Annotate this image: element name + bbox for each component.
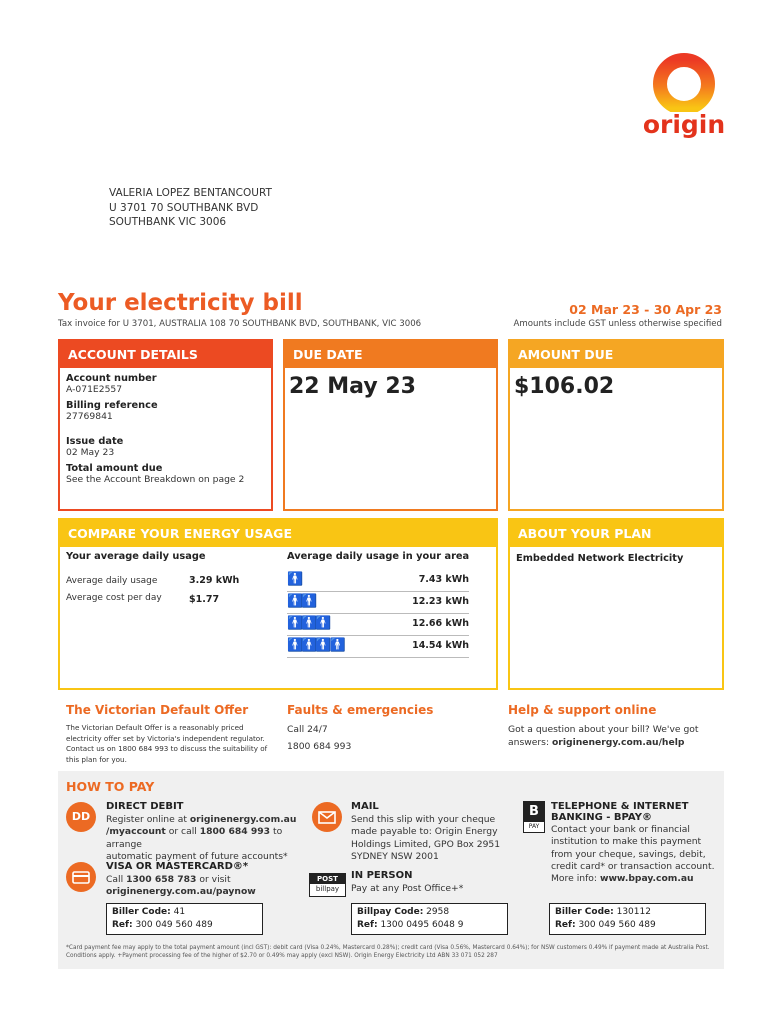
issue-date: 02 May 23 — [66, 447, 115, 458]
bpay-badge-bottom: PAY — [528, 823, 540, 830]
card-text — [106, 874, 316, 899]
direct-debit-section — [106, 801, 316, 863]
amount-due-box — [508, 339, 724, 511]
dd-text-2: or call — [165, 826, 200, 838]
bpay-badge-top: B — [524, 802, 544, 822]
how-to-pay-title: HOW TO PAY — [66, 779, 155, 794]
dd-link-1[interactable]: originenergy.com.au — [189, 814, 297, 825]
household-row-2 — [287, 592, 469, 614]
your-usage-title: Your average daily usage — [66, 551, 206, 562]
3-people-icon: 🚹🚹🚹 — [287, 616, 330, 631]
account-number-label: Account number — [66, 373, 157, 384]
faults-line-1: Call 24/7 — [287, 724, 328, 735]
billing-period: 02 Mar 23 - 30 Apr 23 — [569, 302, 722, 317]
bpay-section — [551, 801, 721, 885]
daily-cost-label: Average cost per day — [66, 593, 162, 603]
tax-invoice-line: Tax invoice for U 3701, AUSTRALIA 108 70 SOUTHBANK BVD, SOUTHBANK, VIC 3006 — [58, 319, 422, 329]
help-line-2 — [508, 736, 723, 749]
direct-debit-text — [106, 814, 316, 863]
plan-box — [508, 518, 724, 690]
amount-due-value: $106.02 — [514, 374, 615, 399]
help-title: Help & support online — [508, 703, 657, 717]
mail-line-2: made payable to: Origin Energy — [351, 826, 498, 838]
direct-debit-title: DIRECT DEBIT — [106, 801, 184, 812]
bpay-line-1: Contact your bank or financial — [551, 824, 690, 835]
household-2-usage: 12.23 kWh — [412, 596, 469, 607]
billpay-code-label: Billpay Code: — [357, 907, 424, 917]
plan-header: ABOUT YOUR PLAN — [510, 520, 722, 547]
total-amount-label: Total amount due — [66, 463, 163, 474]
bpay-title-2: BANKING - BPAY® — [551, 812, 652, 823]
ref-label: Ref: — [112, 920, 133, 930]
dd-text-1: Register online at — [106, 814, 190, 825]
help-link[interactable]: originenergy.com.au/help — [552, 737, 685, 748]
due-date-header: DUE DATE — [285, 341, 496, 368]
in-person-text: Pay at any Post Office+* — [351, 883, 464, 894]
mail-title: MAIL — [351, 801, 379, 812]
4-people-icon: 🚹🚹🚹🚹 — [287, 638, 344, 653]
credit-card-icon — [66, 862, 96, 892]
dd-text-3: to arrange — [106, 826, 283, 850]
household-row-1 — [287, 570, 469, 592]
2-people-icon: 🚹🚹 — [287, 594, 316, 609]
bpay-line-2: institution to make this payment — [551, 836, 702, 848]
due-date-box — [283, 339, 498, 511]
billing-reference: 27769841 — [66, 411, 113, 422]
origin-ring-icon — [642, 52, 726, 112]
due-date-value: 22 May 23 — [289, 374, 416, 399]
dd-phone: 1800 684 993 — [199, 826, 271, 838]
mail-line-3: Holdings Limited, GPO Box 2951 — [351, 838, 501, 850]
dd-link-2[interactable]: /myaccount — [106, 826, 166, 838]
default-offer-section — [66, 703, 271, 765]
post-billpay-icon — [309, 873, 346, 897]
mail-text — [351, 814, 511, 863]
account-number: A-071E2557 — [66, 384, 123, 395]
biller-code-label: Biller Code: — [112, 907, 171, 917]
ref-label: Ref: — [555, 920, 576, 930]
brand-wordmark: origin — [642, 110, 726, 139]
household-3-usage: 12.66 kWh — [412, 618, 469, 629]
bpay-text — [551, 824, 721, 885]
household-4-usage: 14.54 kWh — [412, 640, 469, 651]
bpay-biller-code-value: 130112 — [616, 907, 651, 917]
mail-section — [351, 801, 511, 863]
mail-icon — [312, 802, 342, 832]
biller-code-box-1 — [106, 903, 263, 935]
bpay-link[interactable]: www.bpay.com.au — [599, 873, 694, 885]
default-offer-title: The Victorian Default Offer — [66, 703, 249, 717]
household-row-4 — [287, 636, 469, 658]
account-details-header: ACCOUNT DETAILS — [60, 341, 271, 368]
faults-title: Faults & emergencies — [287, 703, 434, 717]
bill-title: Your electricity bill — [58, 290, 303, 316]
daily-usage-value: 3.29 kWh — [189, 575, 240, 586]
help-prefix: answers: — [508, 737, 552, 748]
in-person-title: IN PERSON — [351, 870, 413, 881]
usage-header: COMPARE YOUR ENERGY USAGE — [60, 520, 496, 547]
bpay-line-5 — [551, 873, 721, 885]
bpay-line-3: from your cheque, savings, debit, — [551, 848, 706, 860]
origin-logo — [642, 52, 726, 148]
post-badge-bottom: billpay — [315, 885, 340, 893]
ref-value: 1300 0495 6048 9 — [380, 920, 464, 930]
card-text-2: or visit — [196, 874, 231, 885]
mail-line-1: Send this slip with your cheque — [351, 814, 496, 825]
daily-usage-label: Average daily usage — [66, 576, 158, 586]
1-person-icon: 🚹 — [287, 572, 302, 587]
customer-name: VALERIA LOPEZ BENTANCOURT — [109, 187, 272, 199]
total-amount-note: See the Account Breakdown on page 2 — [66, 474, 245, 485]
ref-value: 300 049 560 489 — [578, 920, 656, 930]
account-details-box — [58, 339, 273, 511]
area-usage-title: Average daily usage in your area — [287, 551, 470, 562]
billpay-code-value: 2958 — [426, 907, 450, 917]
address-line-2: SOUTHBANK VIC 3006 — [109, 216, 227, 228]
biller-code-value: 41 — [173, 907, 186, 917]
ref-label: Ref: — [357, 920, 378, 930]
default-offer-text: The Victorian Default Offer is a reasonably priced electricity offer set by Victoria's independent regulator. Contact us on 1800 684 993 to discuss the suitability of this plan for you. — [66, 723, 268, 764]
card-phone: 1300 658 783 — [126, 874, 197, 885]
bpay-line-4: credit card* or transaction account. — [551, 860, 715, 872]
ref-value: 300 049 560 489 — [135, 920, 213, 930]
biller-code-box-2 — [351, 903, 508, 935]
biller-code-box-3 — [549, 903, 706, 935]
household-row-3 — [287, 614, 469, 636]
card-section — [106, 861, 316, 899]
faults-phone: 1800 684 993 — [287, 741, 352, 752]
daily-cost-value: $1.77 — [189, 594, 220, 605]
faults-section — [287, 703, 487, 753]
card-title: VISA OR MASTERCARD®* — [106, 861, 249, 872]
plan-name: Embedded Network Electricity — [516, 553, 684, 564]
address-line-1: U 3701 70 SOUTHBANK BVD — [109, 201, 259, 214]
help-line-1: Got a question about your bill? We've got — [508, 724, 699, 735]
bpay-title-1: TELEPHONE & INTERNET — [551, 801, 689, 812]
post-badge-top: POST — [310, 874, 345, 884]
amount-due-header: AMOUNT DUE — [510, 341, 722, 368]
bpay-biller-code-label: Biller Code: — [555, 907, 614, 917]
help-section — [508, 703, 723, 749]
billing-reference-label: Billing reference — [66, 400, 158, 411]
mail-line-4: SYDNEY NSW 2001 — [351, 850, 439, 862]
bpay-more-info: More info: — [551, 873, 600, 885]
direct-debit-icon: DD — [66, 802, 96, 832]
dd-text-4: automatic payment of future accounts* — [106, 850, 288, 862]
in-person-section — [351, 870, 511, 895]
gst-note: Amounts include GST unless otherwise specified — [513, 319, 722, 329]
bpay-icon — [523, 801, 545, 833]
household-1-usage: 7.43 kWh — [418, 574, 469, 585]
issue-date-label: Issue date — [66, 436, 124, 447]
card-text-1: Call — [106, 874, 127, 885]
customer-address — [109, 186, 272, 230]
payment-footnote: *Card payment fee may apply to the total payment amount (incl GST): debit card (Visa 0.24%, Mastercard 0.28%); credit card (Visa 0.56%, Mastercard 0.64%); for NSW customers 0.49% if payment made at Australia Post. Conditions apply. +Payment processing fee of the higher of $2.70 or 0.49% may apply (excl NSW). Origin Energy Electricity Ltd ABN 33 071 052 287 — [66, 945, 710, 959]
card-link[interactable]: originenergy.com.au/paynow — [106, 886, 256, 898]
